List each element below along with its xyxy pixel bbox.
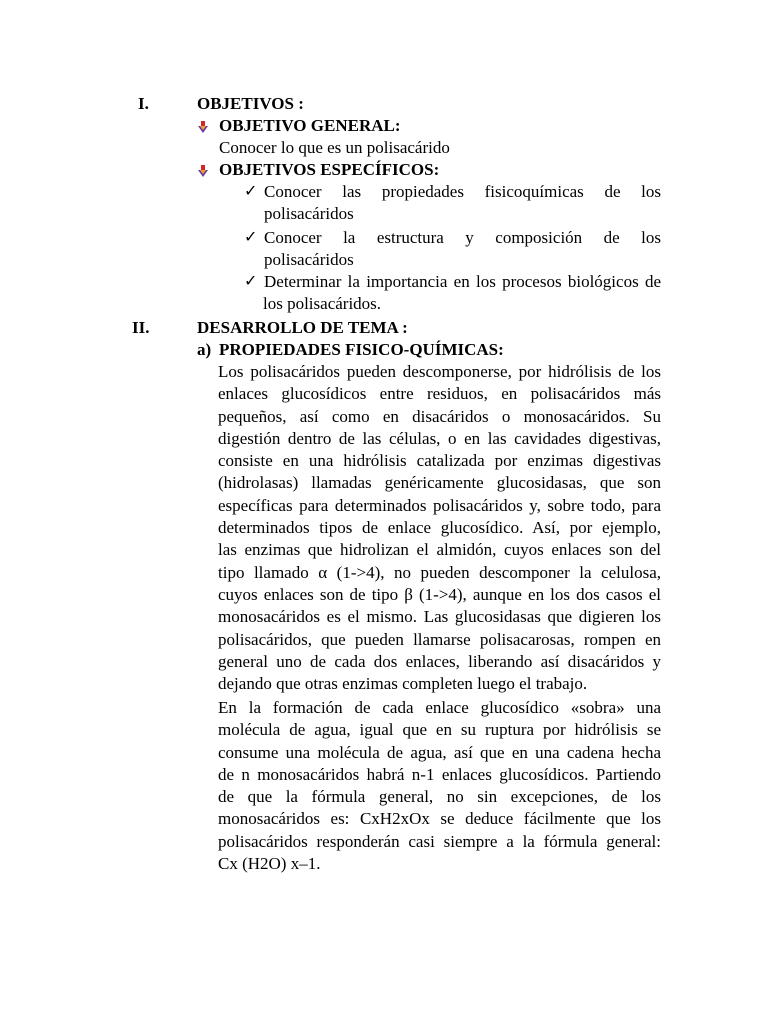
- paragraph-line: En la formación de cada enlace glucosídico «sobra» una: [218, 698, 661, 717]
- section-2-heading: DESARROLLO DE TEMA :: [197, 318, 408, 337]
- paragraph-line: polisacáridos responderán casi siempre a la fórmula general:: [218, 831, 661, 851]
- paragraph-line: de que la fórmula general, no sin excepciones, de los: [218, 787, 661, 807]
- paragraph-line: enlaces glucosídicos entre residuos, en polisacáridos más: [218, 384, 661, 404]
- list-item: [264, 227, 661, 271]
- paragraph-line: dejando que otras enzimas completen luego el trabajo.: [218, 674, 588, 694]
- list-item-line: Determinar la importancia en los procesos biológicos de: [264, 272, 661, 291]
- checkmark-icon: ✓: [244, 183, 258, 200]
- paragraph-line: las enzimas que hidrolizan el almidón, cuyos enlaces son del: [218, 540, 661, 560]
- arrow-down-bullet-icon: [198, 121, 208, 133]
- paragraph-line: digestión dentro de las células, o en las cavidades digestivas,: [218, 428, 661, 448]
- paragraph-line: pequeños, así como en disacáridos o monosacáridos. Su: [218, 406, 661, 426]
- arrow-down-bullet-icon: [198, 165, 208, 177]
- objetivo-general-text: Conocer lo que es un polisacárido: [219, 138, 450, 157]
- paragraph-line: Cx (H2O) x–1.: [218, 854, 321, 874]
- checkmark-icon: ✓: [244, 273, 258, 290]
- paragraph-line: (hidrolasas) llamadas genéricamente glucosidasas, que son: [218, 473, 661, 493]
- list-item: [264, 181, 661, 225]
- list-item: [264, 271, 661, 315]
- list-item-line: polisacáridos: [264, 250, 354, 269]
- list-item-line: polisacáridos: [264, 204, 354, 223]
- list-item-line: Conocer la estructura y composición de los: [264, 228, 661, 247]
- subsection-heading: PROPIEDADES FISICO-QUÍMICAS:: [219, 340, 504, 359]
- objetivos-especificos-heading: OBJETIVOS ESPECÍFICOS:: [219, 160, 440, 179]
- paragraph-line: Los polisacáridos pueden descomponerse, por hidrólisis de los: [218, 362, 661, 381]
- paragraph-line: consume una molécula de agua, así que en una cadena hecha: [218, 742, 661, 762]
- list-item-line: Conocer las propiedades fisicoquímicas de los: [264, 182, 661, 201]
- list-item-line: los polisacáridos.: [263, 294, 382, 313]
- paragraph-2: [218, 697, 661, 875]
- checkmark-icon: ✓: [244, 229, 258, 246]
- section-1-numeral: I.: [138, 94, 149, 113]
- paragraph-line: determinados tipos de enlace glucosídico. Así, por ejemplo,: [218, 518, 661, 538]
- paragraph-line: cuyos enlaces son de tipo β (1->4), aunque en los dos casos el: [218, 584, 661, 604]
- paragraph-line: tipo llamado α (1->4), no pueden descomponer la celulosa,: [218, 562, 661, 582]
- paragraph-line: monosacáridos es: CxH2xOx se deduce fácilmente que los: [218, 809, 661, 829]
- paragraph-line: específicas para determinados polisacáridos y, sobre todo, para: [218, 495, 661, 515]
- subsection-marker: a): [197, 340, 212, 359]
- paragraph-line: general uno de cada dos enlaces, liberando así disacáridos y: [218, 651, 661, 671]
- paragraph-line: de n monosacáridos habrá n-1 enlaces glucosídicos. Partiendo: [218, 764, 661, 784]
- section-1-heading: OBJETIVOS :: [197, 94, 304, 113]
- paragraph-line: consiste en una hidrólisis catalizada por enzimas digestivas: [218, 451, 661, 471]
- paragraph-line: monosacáridos es el mismo. Las glucosidasas que digieren los: [218, 607, 661, 627]
- paragraph-line: molécula de agua, igual que en su ruptura por hidrólisis se: [218, 720, 661, 740]
- objetivo-general-heading: OBJETIVO GENERAL:: [219, 116, 401, 135]
- section-2-numeral: II.: [132, 318, 150, 337]
- paragraph-line: polisacáridos, que pueden llamarse polisacarosas, rompen en: [218, 629, 661, 649]
- paragraph-1: [218, 361, 661, 695]
